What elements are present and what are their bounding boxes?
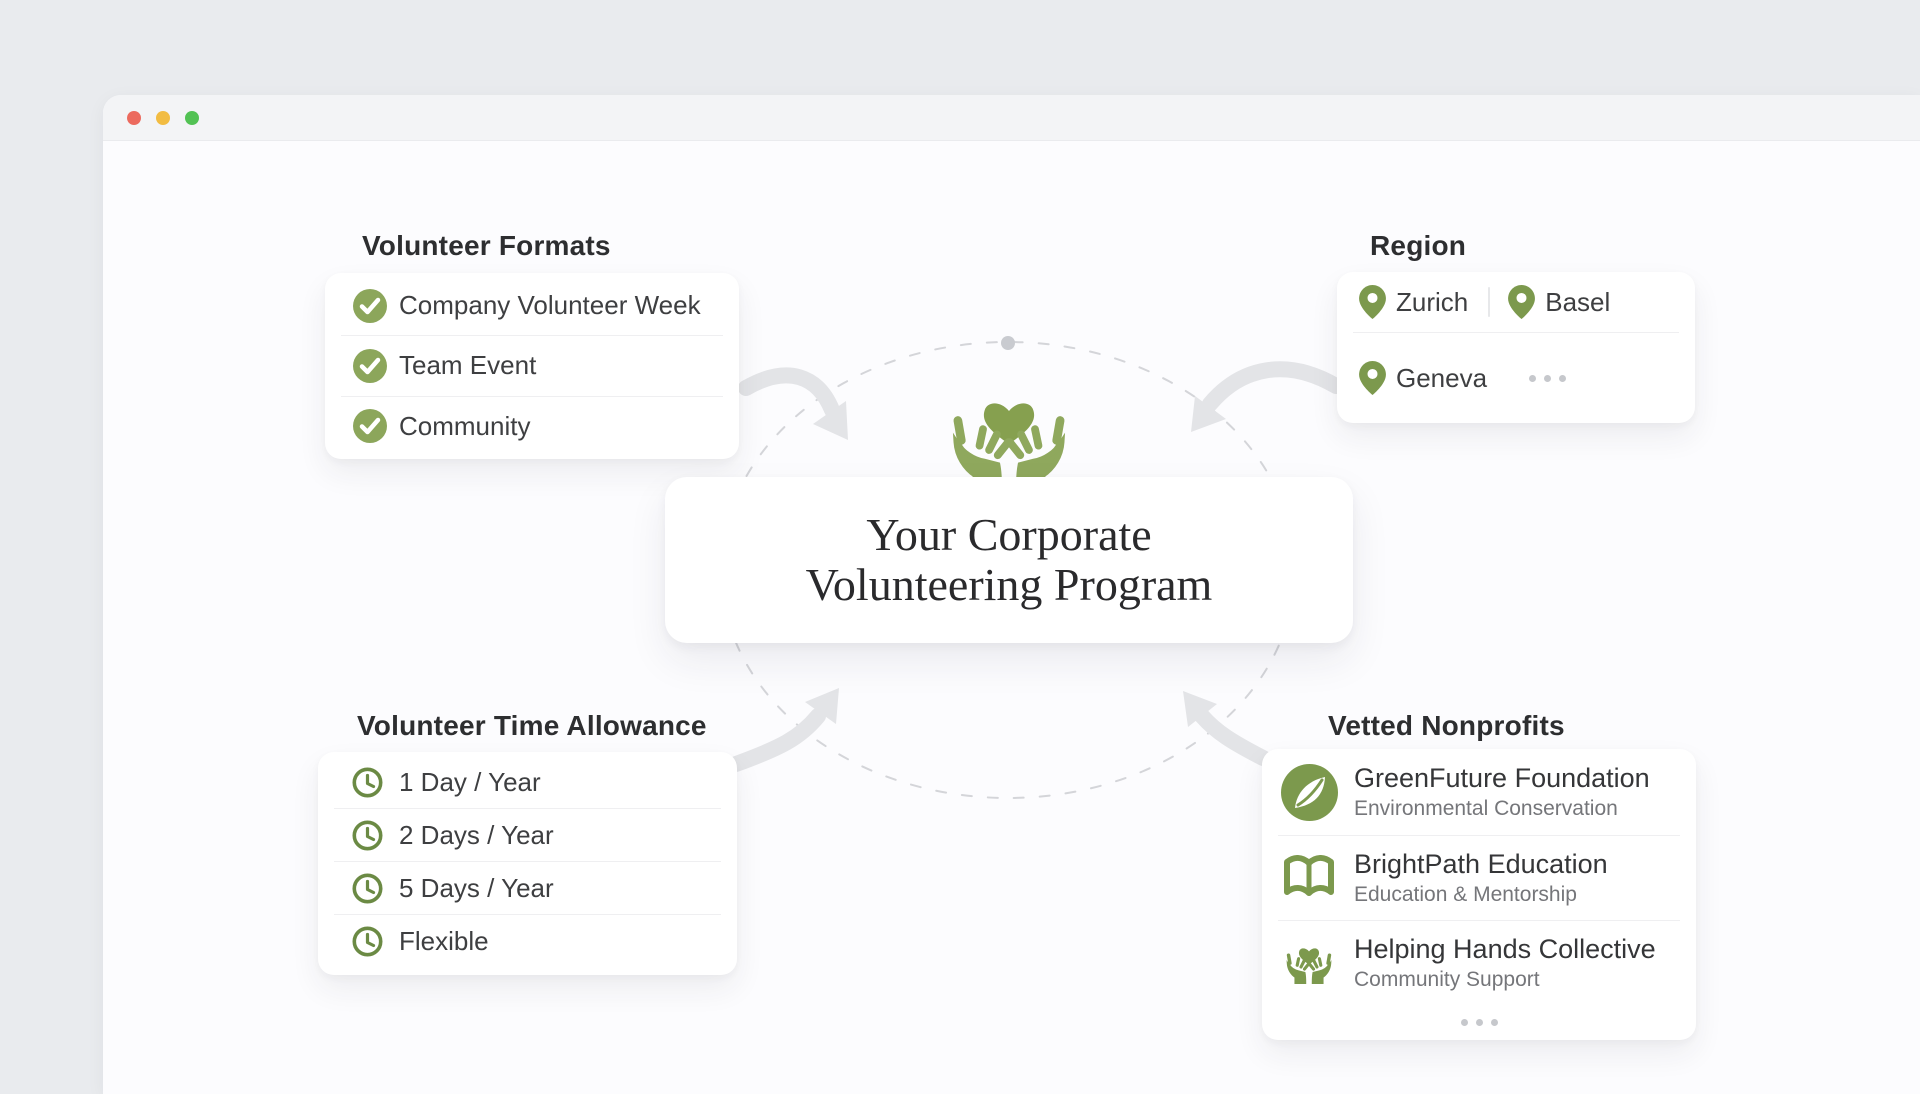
check-icon	[353, 349, 387, 383]
time-option-label: 2 Days / Year	[399, 819, 554, 850]
hands-holding-heart-icon	[944, 390, 1074, 490]
maximize-window-button[interactable]	[185, 111, 199, 125]
region-option-zurich[interactable]	[1359, 285, 1468, 319]
clock-icon	[352, 820, 383, 851]
more-regions-dots[interactable]	[1529, 375, 1566, 382]
time-option-2-days[interactable]	[318, 809, 737, 861]
nonprofit-name: Helping Hands Collective	[1354, 934, 1656, 964]
nonprofit-category: Education & Mentorship	[1354, 883, 1577, 906]
map-pin-icon	[1508, 285, 1535, 319]
clock-icon	[352, 767, 383, 798]
region-row-2	[1337, 333, 1695, 423]
nonprofit-item-brightpath[interactable]	[1262, 836, 1696, 920]
time-allowance-card	[318, 752, 737, 975]
region-option-label: Basel	[1545, 286, 1611, 317]
nonprofit-category: Environmental Conservation	[1354, 797, 1618, 820]
window-titlebar	[103, 95, 1920, 141]
time-option-5-days[interactable]	[318, 862, 737, 914]
region-row-1	[1337, 272, 1695, 332]
program-title-line2: Volunteering Program	[805, 559, 1213, 610]
divider	[1488, 287, 1490, 317]
time-option-label: 1 Day / Year	[399, 766, 541, 797]
time-allowance-heading: Volunteer Time Allowance	[357, 710, 707, 741]
check-icon	[353, 409, 387, 443]
format-option-community[interactable]	[325, 397, 739, 456]
formats-card	[325, 273, 739, 459]
nonprofit-category: Community Support	[1354, 968, 1540, 991]
format-option-company-volunteer-week[interactable]	[325, 276, 739, 335]
program-title-line1: Your Corporate	[866, 509, 1152, 560]
region-heading: Region	[1370, 230, 1467, 261]
time-option-flexible[interactable]	[318, 915, 737, 967]
format-option-label: Team Event	[399, 350, 537, 381]
clock-icon	[352, 873, 383, 904]
region-option-geneva[interactable]	[1359, 361, 1487, 395]
map-pin-icon	[1359, 361, 1386, 395]
time-option-label: 5 Days / Year	[399, 872, 554, 903]
time-option-1-day[interactable]	[318, 756, 737, 808]
close-window-button[interactable]	[127, 111, 141, 125]
nonprofit-item-greenfuture[interactable]	[1262, 749, 1696, 835]
region-option-basel[interactable]	[1508, 285, 1610, 319]
region-option-label: Zurich	[1396, 286, 1469, 317]
nonprofit-item-helping-hands[interactable]	[1262, 921, 1696, 1005]
more-nonprofits-dots[interactable]	[1262, 1005, 1696, 1040]
leaf-logo-icon	[1280, 764, 1338, 821]
nonprofits-card	[1262, 749, 1696, 1040]
open-book-icon	[1280, 855, 1338, 901]
nonprofit-name: GreenFuture Foundation	[1354, 763, 1650, 793]
format-option-team-event[interactable]	[325, 336, 739, 395]
clock-icon	[352, 926, 383, 957]
nonprofits-heading: Vetted Nonprofits	[1328, 710, 1565, 741]
minimize-window-button[interactable]	[156, 111, 170, 125]
format-option-label: Company Volunteer Week	[399, 290, 701, 321]
formats-heading: Volunteer Formats	[362, 230, 611, 261]
hands-heart-logo-icon	[1280, 942, 1338, 984]
program-hub-card	[665, 477, 1353, 643]
time-option-label: Flexible	[399, 925, 489, 956]
format-option-label: Community	[399, 410, 531, 441]
region-card	[1337, 272, 1695, 423]
check-icon	[353, 289, 387, 323]
region-option-label: Geneva	[1396, 362, 1488, 393]
nonprofit-name: BrightPath Education	[1354, 849, 1608, 879]
map-pin-icon	[1359, 285, 1386, 319]
